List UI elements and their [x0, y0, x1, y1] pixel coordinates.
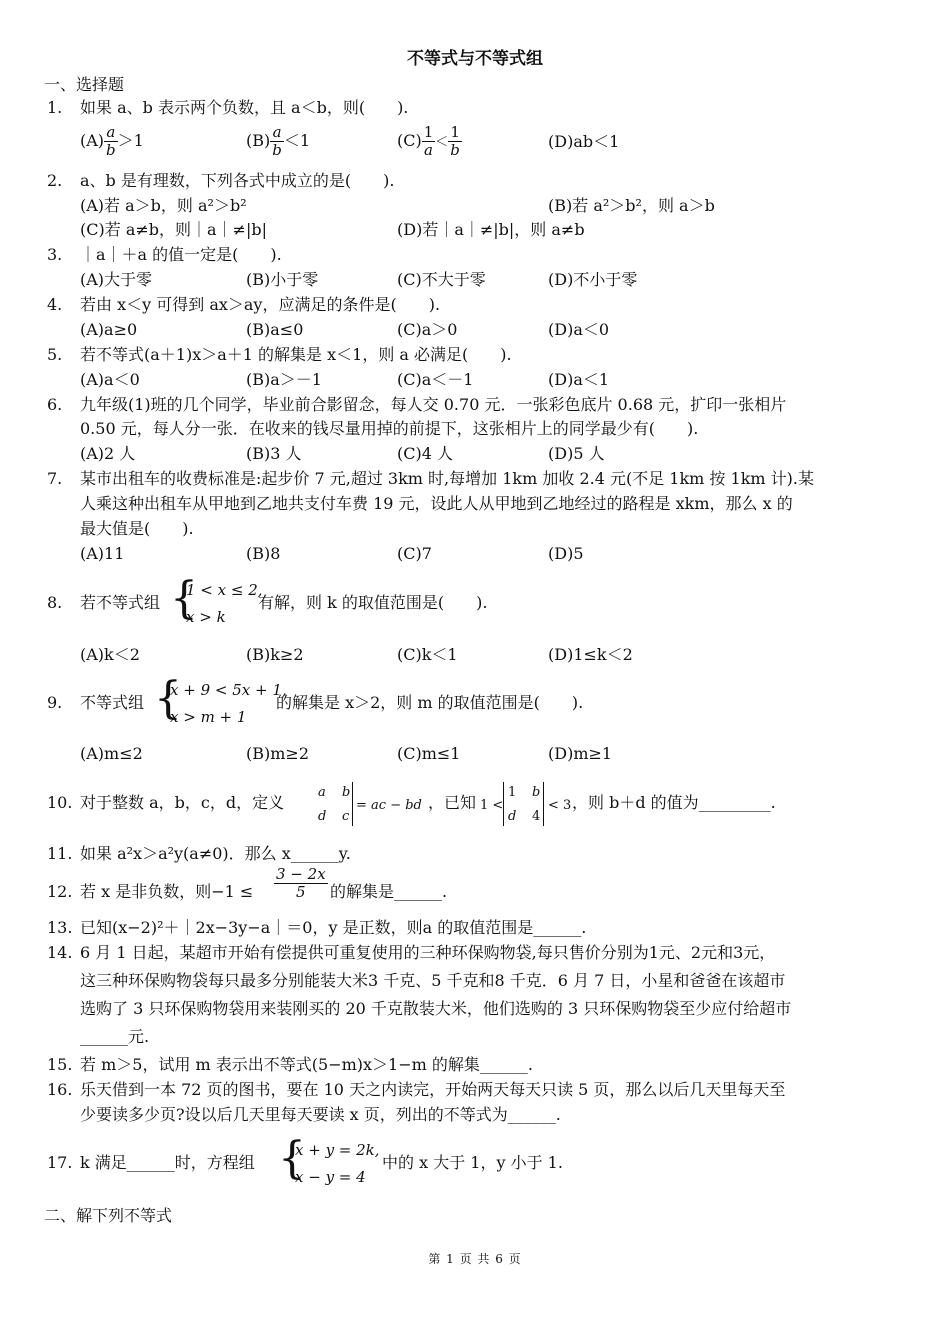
question-number: 17.	[47, 1153, 73, 1172]
section-heading: 一、选择题	[44, 75, 125, 94]
option-a: (A)k＜2	[80, 645, 140, 664]
denominator: a	[424, 141, 433, 159]
option-b: (B)小于零	[246, 270, 319, 289]
question-number: 11.	[47, 844, 73, 863]
system-brace: {	[170, 573, 198, 624]
question-9-prefix: 不等式组	[80, 693, 145, 712]
question-10-prefix: 对于整数 a，b，c，d，定义	[80, 793, 285, 812]
question-11: 如果 a²x＞a²y(a≠0)．那么 x______y.	[80, 844, 351, 863]
equation-2: x − y = 4	[295, 1168, 366, 1186]
question-12-prefix: 若 x 是非负数，则−1 ≤	[80, 882, 254, 901]
numerator: a	[270, 124, 284, 142]
question-9-suffix: 的解集是 x＞2，则 m 的取值范围是( ).	[276, 693, 584, 712]
determinant-bar	[503, 782, 504, 826]
option-b: (B)k≥2	[246, 645, 304, 664]
question-number: 9.	[47, 693, 63, 712]
inequality-left: 1 <	[480, 798, 504, 813]
system-brace: {	[154, 673, 182, 724]
question-number: 3.	[47, 245, 63, 264]
numerator: 1	[448, 124, 462, 142]
section-heading: 二、解下列不等式	[44, 1206, 173, 1225]
option-a: (A)2 人	[80, 444, 136, 463]
question-number: 4.	[47, 295, 63, 314]
fraction	[422, 124, 436, 159]
denominator: b	[450, 141, 460, 159]
option-d: (D)1≤k＜2	[548, 645, 633, 664]
option-c: (C)不大于零	[397, 270, 486, 289]
question-3: ｜a｜＋a 的值一定是( ).	[80, 245, 282, 264]
question-8-suffix: 有解，则 k 的取值范围是( ).	[258, 593, 488, 612]
option-a: (A)a＜0	[80, 370, 140, 389]
option-d: (D)a＜1	[548, 370, 610, 389]
numerator: 1	[423, 123, 434, 141]
option-b: (B)8	[246, 544, 281, 563]
question-2: a、b 是有理数，下列各式中成立的是( ).	[80, 171, 395, 190]
system-brace: {	[278, 1133, 306, 1184]
matrix-entry: b	[532, 785, 541, 800]
question-16-line-2: 少要读多少页?设以后几天里每天要读 x 页，列出的不等式为______.	[80, 1105, 561, 1124]
option-c	[397, 124, 462, 159]
question-16-line-1: 乐天借到一本 72 页的图书，要在 10 天之内读完，开始两天每天只读 5 页，那么以后几天里每天至	[80, 1080, 786, 1099]
option-d: (D)ab＜1	[548, 132, 620, 151]
option-c: (C)若 a≠b，则｜a｜≠|b|	[80, 220, 267, 239]
matrix-entry: b	[342, 785, 351, 800]
question-number: 1.	[47, 98, 63, 117]
option-c: (C)4 人	[397, 444, 453, 463]
option-label: (C)	[397, 131, 422, 150]
question-number: 16.	[47, 1080, 73, 1099]
question-number: 12.	[47, 882, 73, 901]
determinant-bar	[543, 782, 544, 826]
question-10-middle: ，已知	[428, 793, 477, 812]
question-14-line-2: 这三种环保购物袋每只最多分别能装大米3 千克、5 千克和8 千克．6 月 7 日，小星和爸爸在该超市	[80, 971, 786, 990]
question-7-line-1: 某市出租车的收费标准是:起步价 7 元,超过 3km 时,每增加 1km 加收 2.4 元(不足 1km 按 1km 计).某	[80, 469, 814, 488]
question-14-line-1: 6 月 1 日起，某超市开始有偿提供可重复使用的三种环保购物袋,每只售价分别为1元、2元和3元，	[80, 943, 776, 962]
option-d: (D)不小于零	[548, 270, 638, 289]
option-b	[246, 124, 310, 159]
question-10-suffix: ，则 b＋d 的值为_________.	[572, 793, 776, 812]
fraction	[104, 124, 118, 159]
inequality-right: < 3	[548, 798, 572, 813]
option-b: (B)若 a²＞b²，则 a＞b	[548, 196, 715, 215]
relation: ＜	[435, 135, 449, 150]
option-a: (A)大于零	[80, 270, 153, 289]
question-number: 5.	[47, 345, 63, 364]
numerator: 3 − 2x	[276, 865, 326, 883]
denominator: b	[106, 141, 116, 159]
question-6-line-2: 0.50 元，每人分一张．在收来的钱尽量用掉的前提下，这张相片上的同学最少有( ).	[80, 419, 699, 438]
relation: ＞1	[117, 131, 144, 150]
question-4: 若由 x＜y 可得到 ax＞ay，应满足的条件是( ).	[80, 295, 441, 314]
matrix-entry: 4	[532, 809, 541, 824]
option-c: (C)a＞0	[397, 320, 458, 339]
question-14-line-3: 选购了 3 只环保购物袋用来装刚买的 20 千克散装大米，他们选购的 3 只环保购物袋至少应付给超市	[80, 999, 792, 1018]
option-a: (A)a≥0	[80, 320, 138, 339]
question-1: 如果 a、b 表示两个负数，且 a＜b，则( ).	[80, 98, 409, 117]
option-d: (D)a＜0	[548, 320, 610, 339]
denominator: 5	[296, 883, 306, 901]
option-b: (B)m≥2	[246, 744, 309, 763]
matrix-entry: c	[342, 809, 350, 824]
fraction	[274, 866, 328, 901]
inequality-2: x > m + 1	[170, 708, 247, 726]
question-5: 若不等式(a＋1)x＞a＋1 的解集是 x＜1，则 a 必满足( ).	[80, 345, 512, 364]
equation-1: x + y = 2k,	[295, 1141, 380, 1159]
question-7-line-3: 最大值是( ).	[80, 519, 194, 538]
matrix-entry: d	[508, 809, 517, 824]
question-number: 15.	[47, 1055, 73, 1074]
option-a: (A)m≤2	[80, 744, 143, 763]
determinant-bar	[352, 782, 353, 826]
inequality-1: x + 9 < 5x + 1,	[170, 681, 287, 699]
fraction	[270, 124, 284, 159]
option-label: (A)	[80, 131, 105, 150]
question-number: 14.	[47, 943, 73, 962]
question-17-prefix: k 满足______时，方程组	[80, 1153, 255, 1172]
question-7-line-2: 人乘这种出租车从甲地到乙地共支付车费 19 元，设此人从甲地到乙地经过的路程是 xkm，那么 x 的	[80, 494, 793, 513]
question-12-suffix: 的解集是______.	[330, 882, 448, 901]
question-6-line-1: 九年级(1)班的几个同学，毕业前合影留念，每人交 0.70 元．一张彩色底片 0.68 元，扩印一张相片	[80, 395, 787, 414]
option-b: (B)3 人	[246, 444, 302, 463]
inequality-2: x > k	[186, 608, 226, 626]
numerator: a	[104, 124, 118, 142]
question-number: 7.	[47, 469, 63, 488]
inequality-1: 1 < x ≤ 2,	[186, 581, 263, 599]
option-d: (D)若｜a｜≠|b|，则 a≠b	[397, 220, 585, 239]
page-footer: 第 1 页 共 6 页	[428, 1252, 522, 1266]
option-c: (C)7	[397, 544, 432, 563]
option-b: (B)a＞－1	[246, 370, 322, 389]
option-d: (D)5	[548, 544, 584, 563]
relation: ＜1	[283, 131, 311, 150]
option-label: (B)	[246, 131, 271, 150]
question-number: 2.	[47, 171, 63, 190]
option-b: (B)a≤0	[246, 320, 304, 339]
fraction-body	[274, 866, 328, 901]
matrix-entry: 1	[508, 785, 517, 800]
option-d: (D)m≥1	[548, 744, 613, 763]
determinant-definition: = ac − bd	[356, 798, 422, 813]
page-title: 不等式与不等式组	[407, 49, 543, 69]
option-a: (A)11	[80, 544, 125, 563]
matrix-entry: a	[318, 785, 326, 800]
option-a: (A)若 a＞b，则 a²＞b²	[80, 196, 247, 215]
option-a	[80, 124, 144, 159]
option-d: (D)5 人	[548, 444, 605, 463]
question-number: 13.	[47, 918, 73, 937]
option-c: (C)m≤1	[397, 744, 461, 763]
fraction	[448, 124, 462, 159]
question-15: 若 m＞5，试用 m 表示出不等式(5−m)x＞1−m 的解集______.	[80, 1055, 533, 1074]
question-13: 已知(x−2)²＋｜2x−3y−a｜＝0，y 是正数，则a 的取值范围是______.	[80, 918, 587, 937]
question-number: 8.	[47, 593, 63, 612]
question-17-suffix: 中的 x 大于 1，y 小于 1.	[382, 1153, 563, 1172]
denominator: b	[272, 141, 282, 159]
question-8-prefix: 若不等式组	[80, 593, 161, 612]
matrix-entry: d	[318, 809, 327, 824]
question-number: 6.	[47, 395, 63, 414]
option-c: (C)k＜1	[397, 645, 458, 664]
option-c: (C)a＜－1	[397, 370, 474, 389]
question-number: 10.	[47, 793, 73, 812]
question-14-line-4: ______元.	[80, 1027, 150, 1046]
